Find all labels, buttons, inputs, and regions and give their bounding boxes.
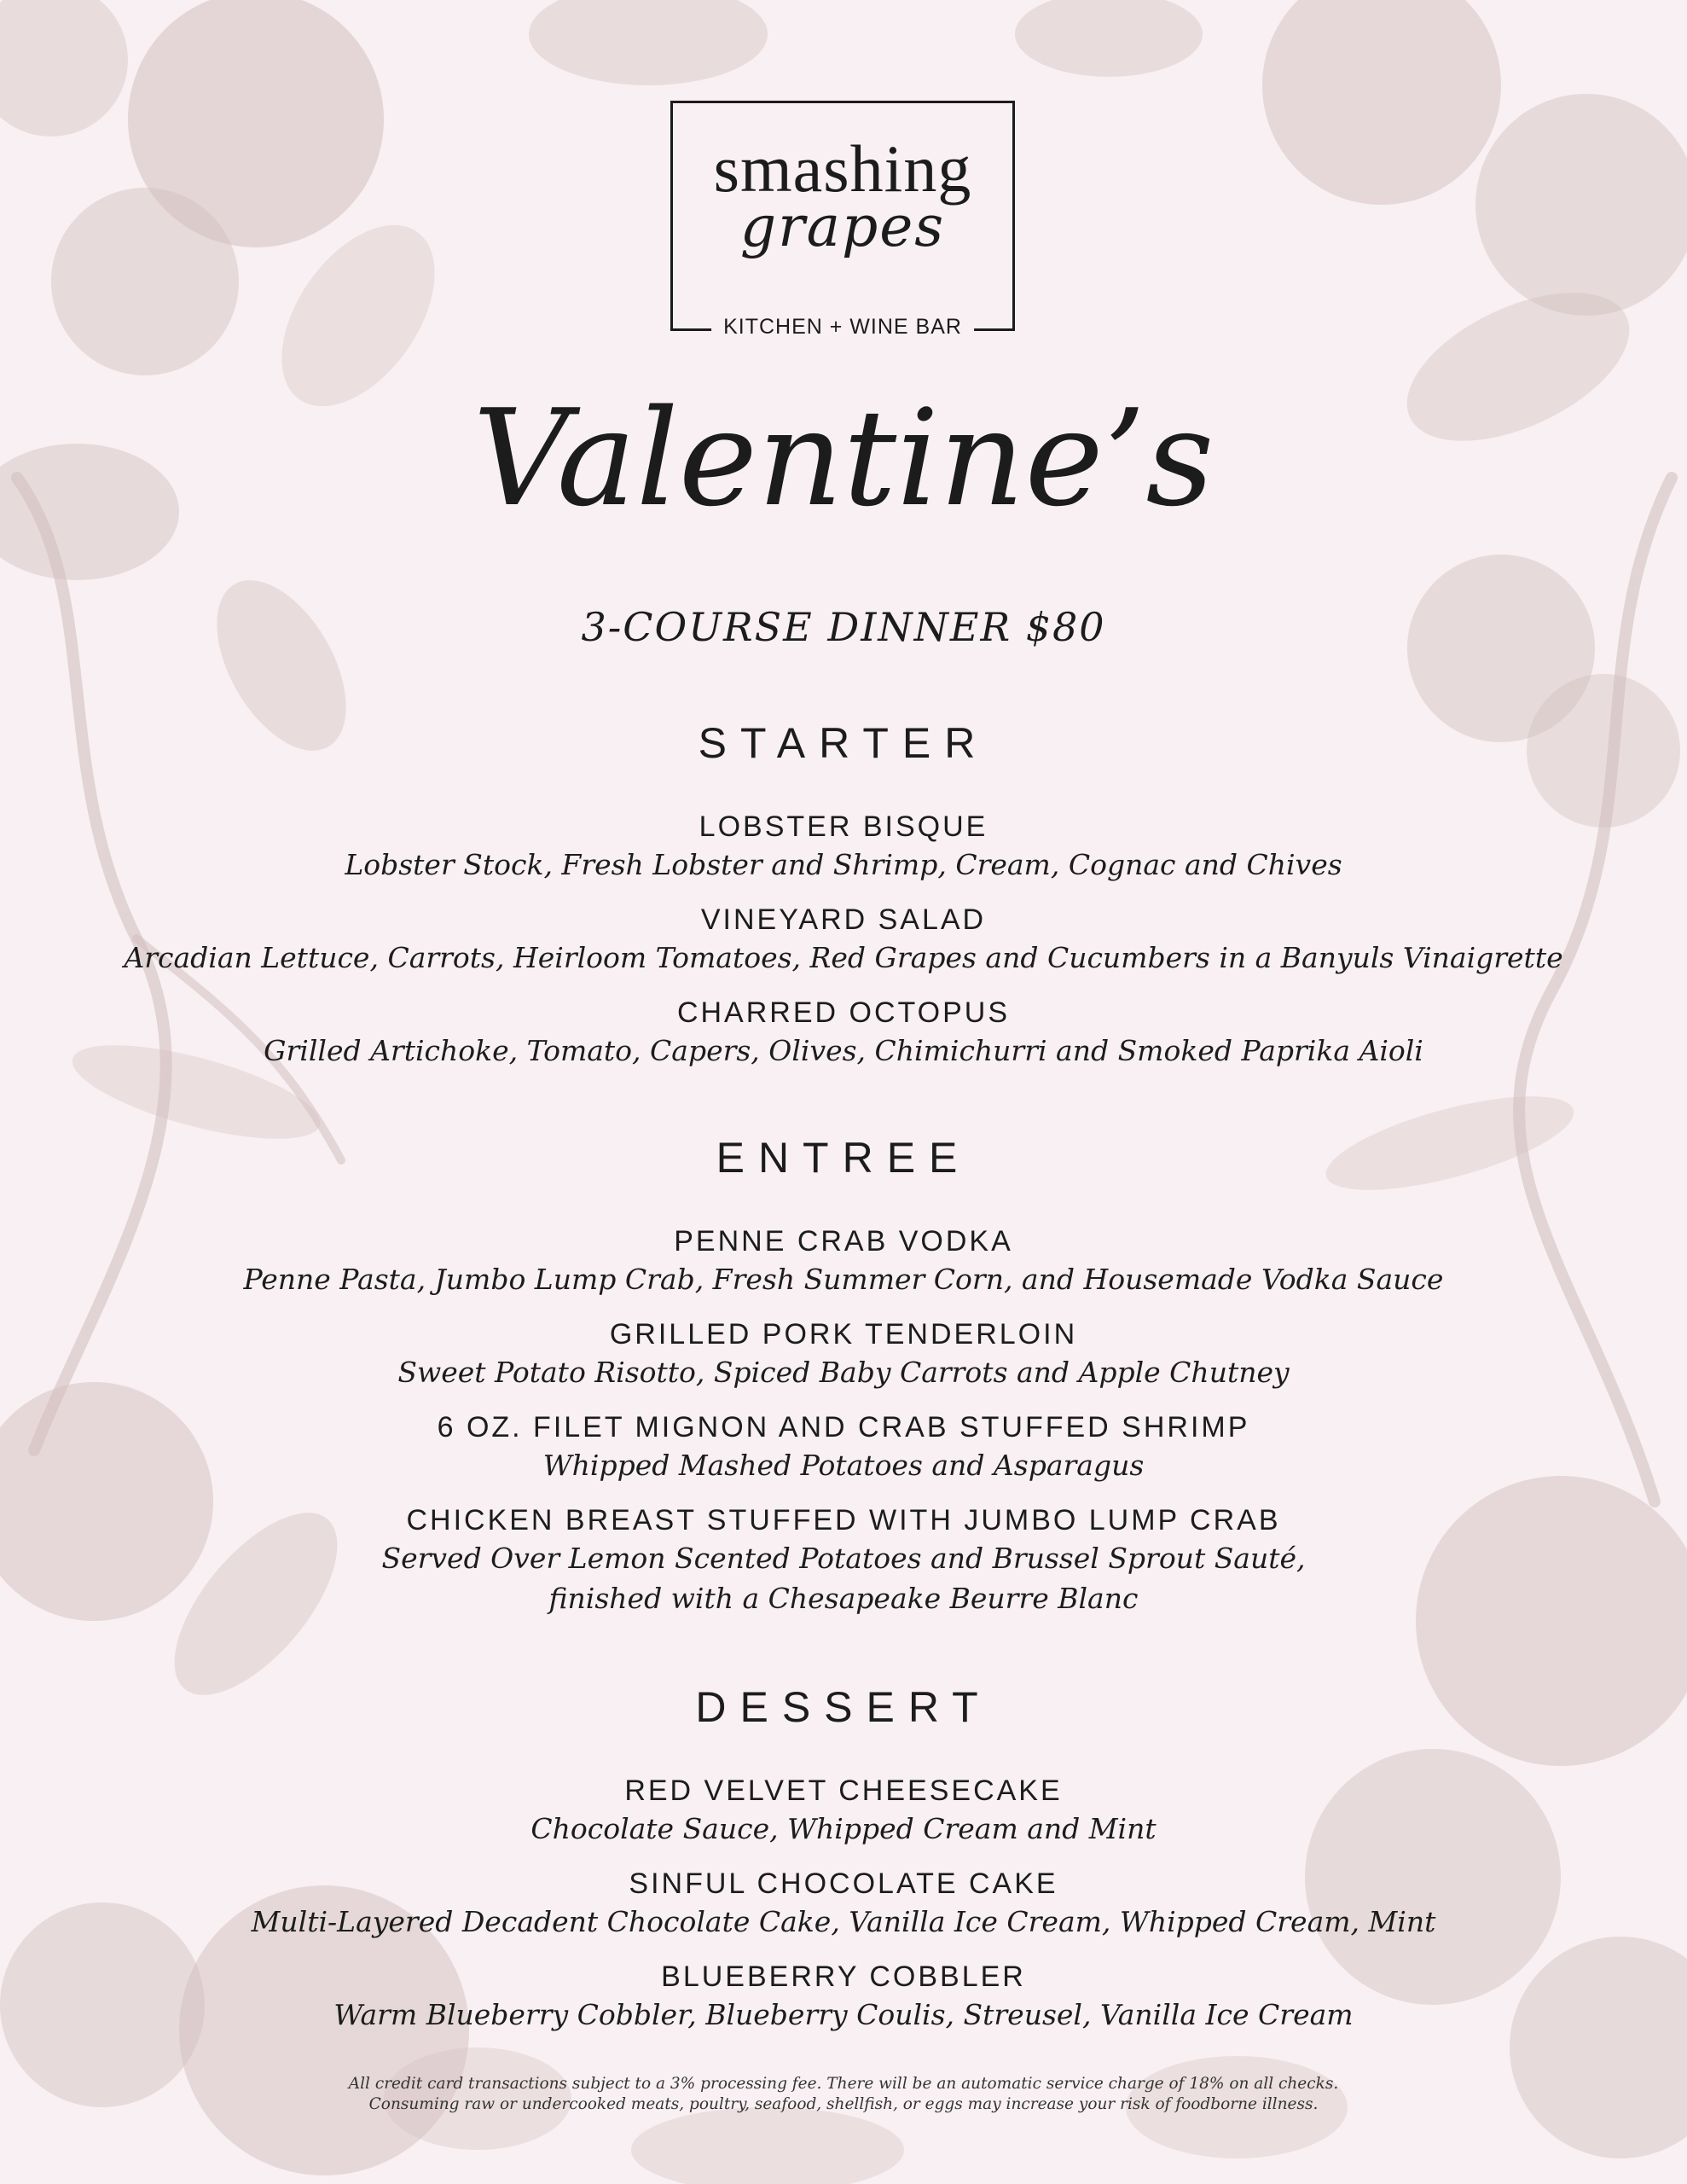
- page-title: Valentine’s: [472, 380, 1215, 536]
- menu-item-name: 6 OZ. FILET MIGNON AND CRAB STUFFED SHRIMP: [437, 1411, 1250, 1443]
- menu-item-description: Multi-Layered Decadent Chocolate Cake, Vanilla Ice Cream, Whipped Cream, Mint: [251, 1905, 1436, 1938]
- section-heading-starter: STARTER: [698, 719, 989, 767]
- menu-item-description: Arcadian Lettuce, Carrots, Heirloom Tomatoes, Red Grapes and Cucumbers in a Banyuls Vinaigrette: [124, 941, 1563, 974]
- menu-item-name: PENNE CRAB VODKA: [674, 1225, 1013, 1258]
- menu-item-description: finished with a Chesapeake Beurre Blanc: [548, 1582, 1139, 1615]
- menu-item-description: Sweet Potato Risotto, Spiced Baby Carrots and Apple Chutney: [397, 1356, 1290, 1389]
- menu-item-name: CHICKEN BREAST STUFFED WITH JUMBO LUMP CRAB: [406, 1504, 1281, 1536]
- footer-note: Consuming raw or undercooked meats, poultry, seafood, shellfish, or eggs may increase your risk of foodborne illness.: [368, 2095, 1319, 2113]
- footer-note: All credit card transactions subject to a 3% processing fee. There will be an automatic service charge of 18% on all checks.: [348, 2075, 1339, 2093]
- logo-tagline: KITCHEN + WINE BAR: [711, 315, 974, 340]
- menu-item-name: SINFUL CHOCOLATE CAKE: [629, 1867, 1058, 1900]
- menu-item-description: Warm Blueberry Cobbler, Blueberry Coulis, Streusel, Vanilla Ice Cream: [333, 1998, 1354, 2031]
- menu-item-description: Chocolate Sauce, Whipped Cream and Mint: [530, 1812, 1157, 1845]
- menu-item-description: Whipped Mashed Potatoes and Asparagus: [542, 1449, 1145, 1482]
- menu-item-name: VINEYARD SALAD: [700, 903, 987, 936]
- page-subtitle: 3-COURSE DINNER $80: [581, 604, 1106, 650]
- logo: [670, 101, 1015, 339]
- logo-wordmark-smashing: smashing: [713, 131, 972, 206]
- menu-item-name: CHARRED OCTOPUS: [676, 996, 1011, 1029]
- menu-item-name: BLUEBERRY COBBLER: [661, 1960, 1026, 1993]
- menu-item-name: LOBSTER BISQUE: [699, 810, 988, 843]
- menu-item-name: RED VELVET CHEESECAKE: [624, 1774, 1063, 1807]
- section-heading-dessert: DESSERT: [695, 1683, 992, 1731]
- menu-item-name: GRILLED PORK TENDERLOIN: [609, 1318, 1078, 1350]
- menu-item-description: Served Over Lemon Scented Potatoes and Brussel Sprout Sauté,: [381, 1542, 1306, 1575]
- logo-wordmark-grapes: grapes: [739, 194, 946, 259]
- menu-item-description: Penne Pasta, Jumbo Lump Crab, Fresh Summer Corn, and Housemade Vodka Sauce: [243, 1263, 1444, 1296]
- section-heading-entree: ENTREE: [716, 1134, 971, 1182]
- menu-item-description: Grilled Artichoke, Tomato, Capers, Olives, Chimichurri and Smoked Paprika Aioli: [264, 1034, 1423, 1067]
- menu-item-description: Lobster Stock, Fresh Lobster and Shrimp, Cream, Cognac and Chives: [345, 848, 1342, 881]
